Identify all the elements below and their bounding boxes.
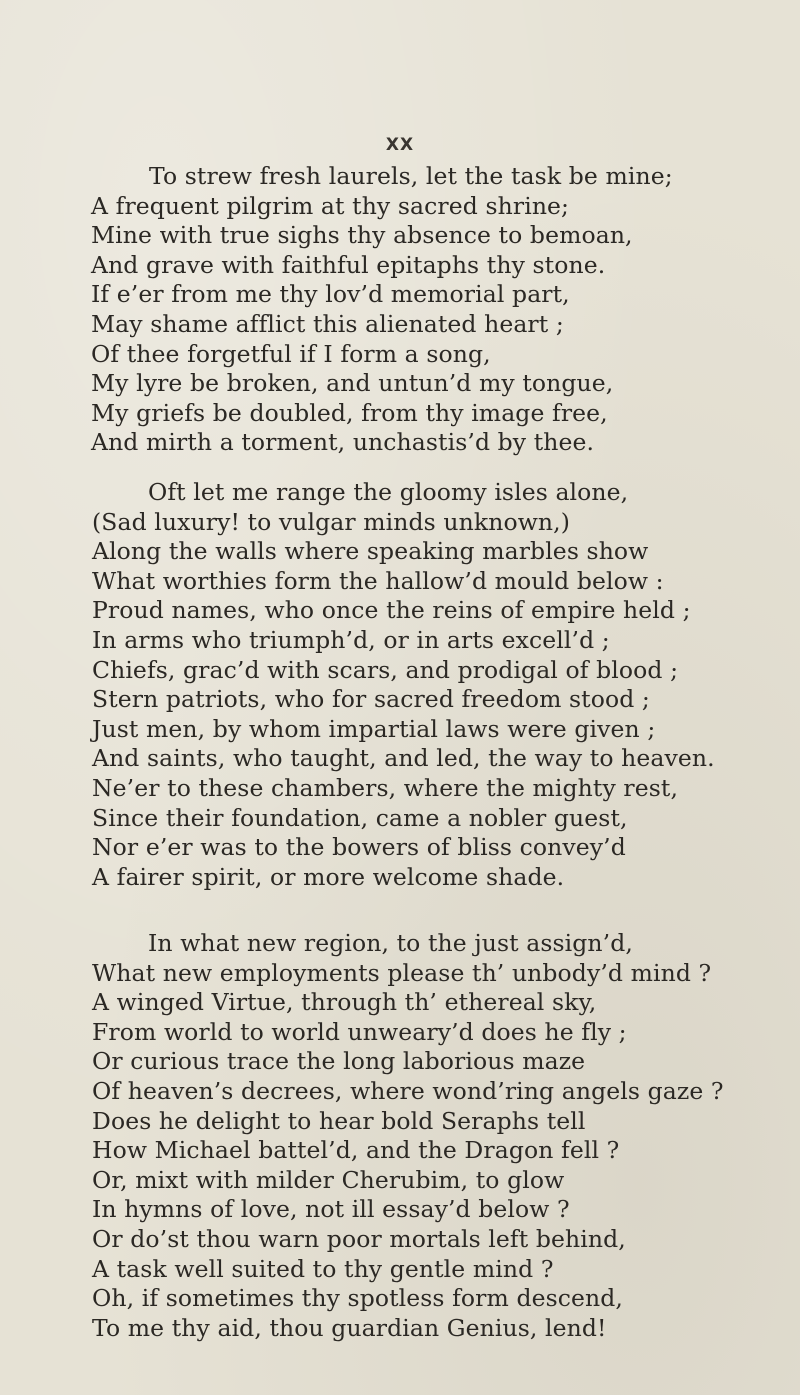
poem-line: Oft let me range the gloomy isles alone, bbox=[148, 478, 629, 506]
poem-line: Nor e’er was to the bowers of bliss convey’d bbox=[92, 833, 626, 862]
poem-line: Or, mixt with milder Cherubim, to glow bbox=[92, 1165, 565, 1194]
poem-line: If e’er from me thy lov’d memorial part, bbox=[91, 280, 570, 309]
poem-line: In what new region, to the just assign’d, bbox=[148, 929, 633, 957]
poem-line: Chiefs, grac’d with scars, and prodigal of blood ; bbox=[92, 655, 679, 684]
stanza-1 bbox=[0, 162, 673, 458]
poem-line: To strew fresh laurels, let the task be mine; bbox=[149, 162, 673, 190]
poem-line: A task well suited to thy gentle mind ? bbox=[92, 1254, 554, 1283]
poem-line: A fairer spirit, or more welcome shade. bbox=[92, 862, 565, 891]
poem-line: Since their foundation, came a nobler guest, bbox=[92, 803, 628, 832]
poem-line: Of thee forgetful if I form a song, bbox=[91, 339, 491, 368]
poem-line: Or curious trace the long laborious maze bbox=[92, 1047, 586, 1076]
poem-line: Of heaven’s decrees, where wond’ring angels gaze ? bbox=[92, 1076, 724, 1105]
poem-line: To me thy aid, thou guardian Genius, lend! bbox=[92, 1313, 607, 1342]
poem-line: And saints, who taught, and led, the way to heaven. bbox=[92, 744, 715, 773]
poem-line: Ne’er to these chambers, where the mighty rest, bbox=[92, 773, 679, 802]
poem-line: Or do’st thou warn poor mortals left behind, bbox=[92, 1224, 626, 1253]
poem-line: Mine with true sighs thy absence to bemoan, bbox=[91, 221, 633, 250]
poem-line: How Michael battel’d, and the Dragon fell ? bbox=[92, 1136, 620, 1165]
poem-line: From world to world unweary’d does he fly ; bbox=[92, 1017, 627, 1046]
poem-line: (Sad luxury! to vulgar minds unknown,) bbox=[92, 507, 570, 536]
stanza-2 bbox=[0, 478, 715, 892]
poem-line: What new employments please th’ unbody’d mind ? bbox=[92, 958, 712, 987]
poem-line: A frequent pilgrim at thy sacred shrine; bbox=[91, 191, 570, 220]
poem-line: Does he delight to hear bold Seraphs tell bbox=[92, 1106, 586, 1135]
poem-line: Just men, by whom impartial laws were given ; bbox=[92, 714, 656, 743]
poem-line: Stern patriots, who for sacred freedom stood ; bbox=[92, 685, 650, 714]
poem-line: In hymns of love, not ill essay’d below ? bbox=[92, 1195, 570, 1224]
poem-line: My griefs be doubled, from thy image free, bbox=[91, 398, 608, 427]
poem-line: And mirth a torment, unchastis’d by thee. bbox=[91, 428, 595, 457]
page-number: XX bbox=[385, 135, 415, 155]
poem-line: My lyre be broken, and untun’d my tongue, bbox=[91, 369, 614, 398]
poem-line: Along the walls where speaking marbles show bbox=[92, 537, 649, 566]
poem-line: And grave with faithful epitaphs thy stone. bbox=[91, 250, 606, 279]
poem-line: Proud names, who once the reins of empire held ; bbox=[92, 596, 691, 625]
poem-line: In arms who triumph’d, or in arts excell’d ; bbox=[92, 625, 610, 654]
poem-line: What worthies form the hallow’d mould below : bbox=[92, 566, 664, 595]
stanza-3 bbox=[0, 929, 724, 1343]
poem-line: Oh, if sometimes thy spotless form descend, bbox=[92, 1284, 623, 1313]
poem-line: May shame afflict this alienated heart ; bbox=[91, 309, 564, 338]
poem-line: A winged Virtue, through th’ ethereal sky, bbox=[92, 988, 597, 1017]
